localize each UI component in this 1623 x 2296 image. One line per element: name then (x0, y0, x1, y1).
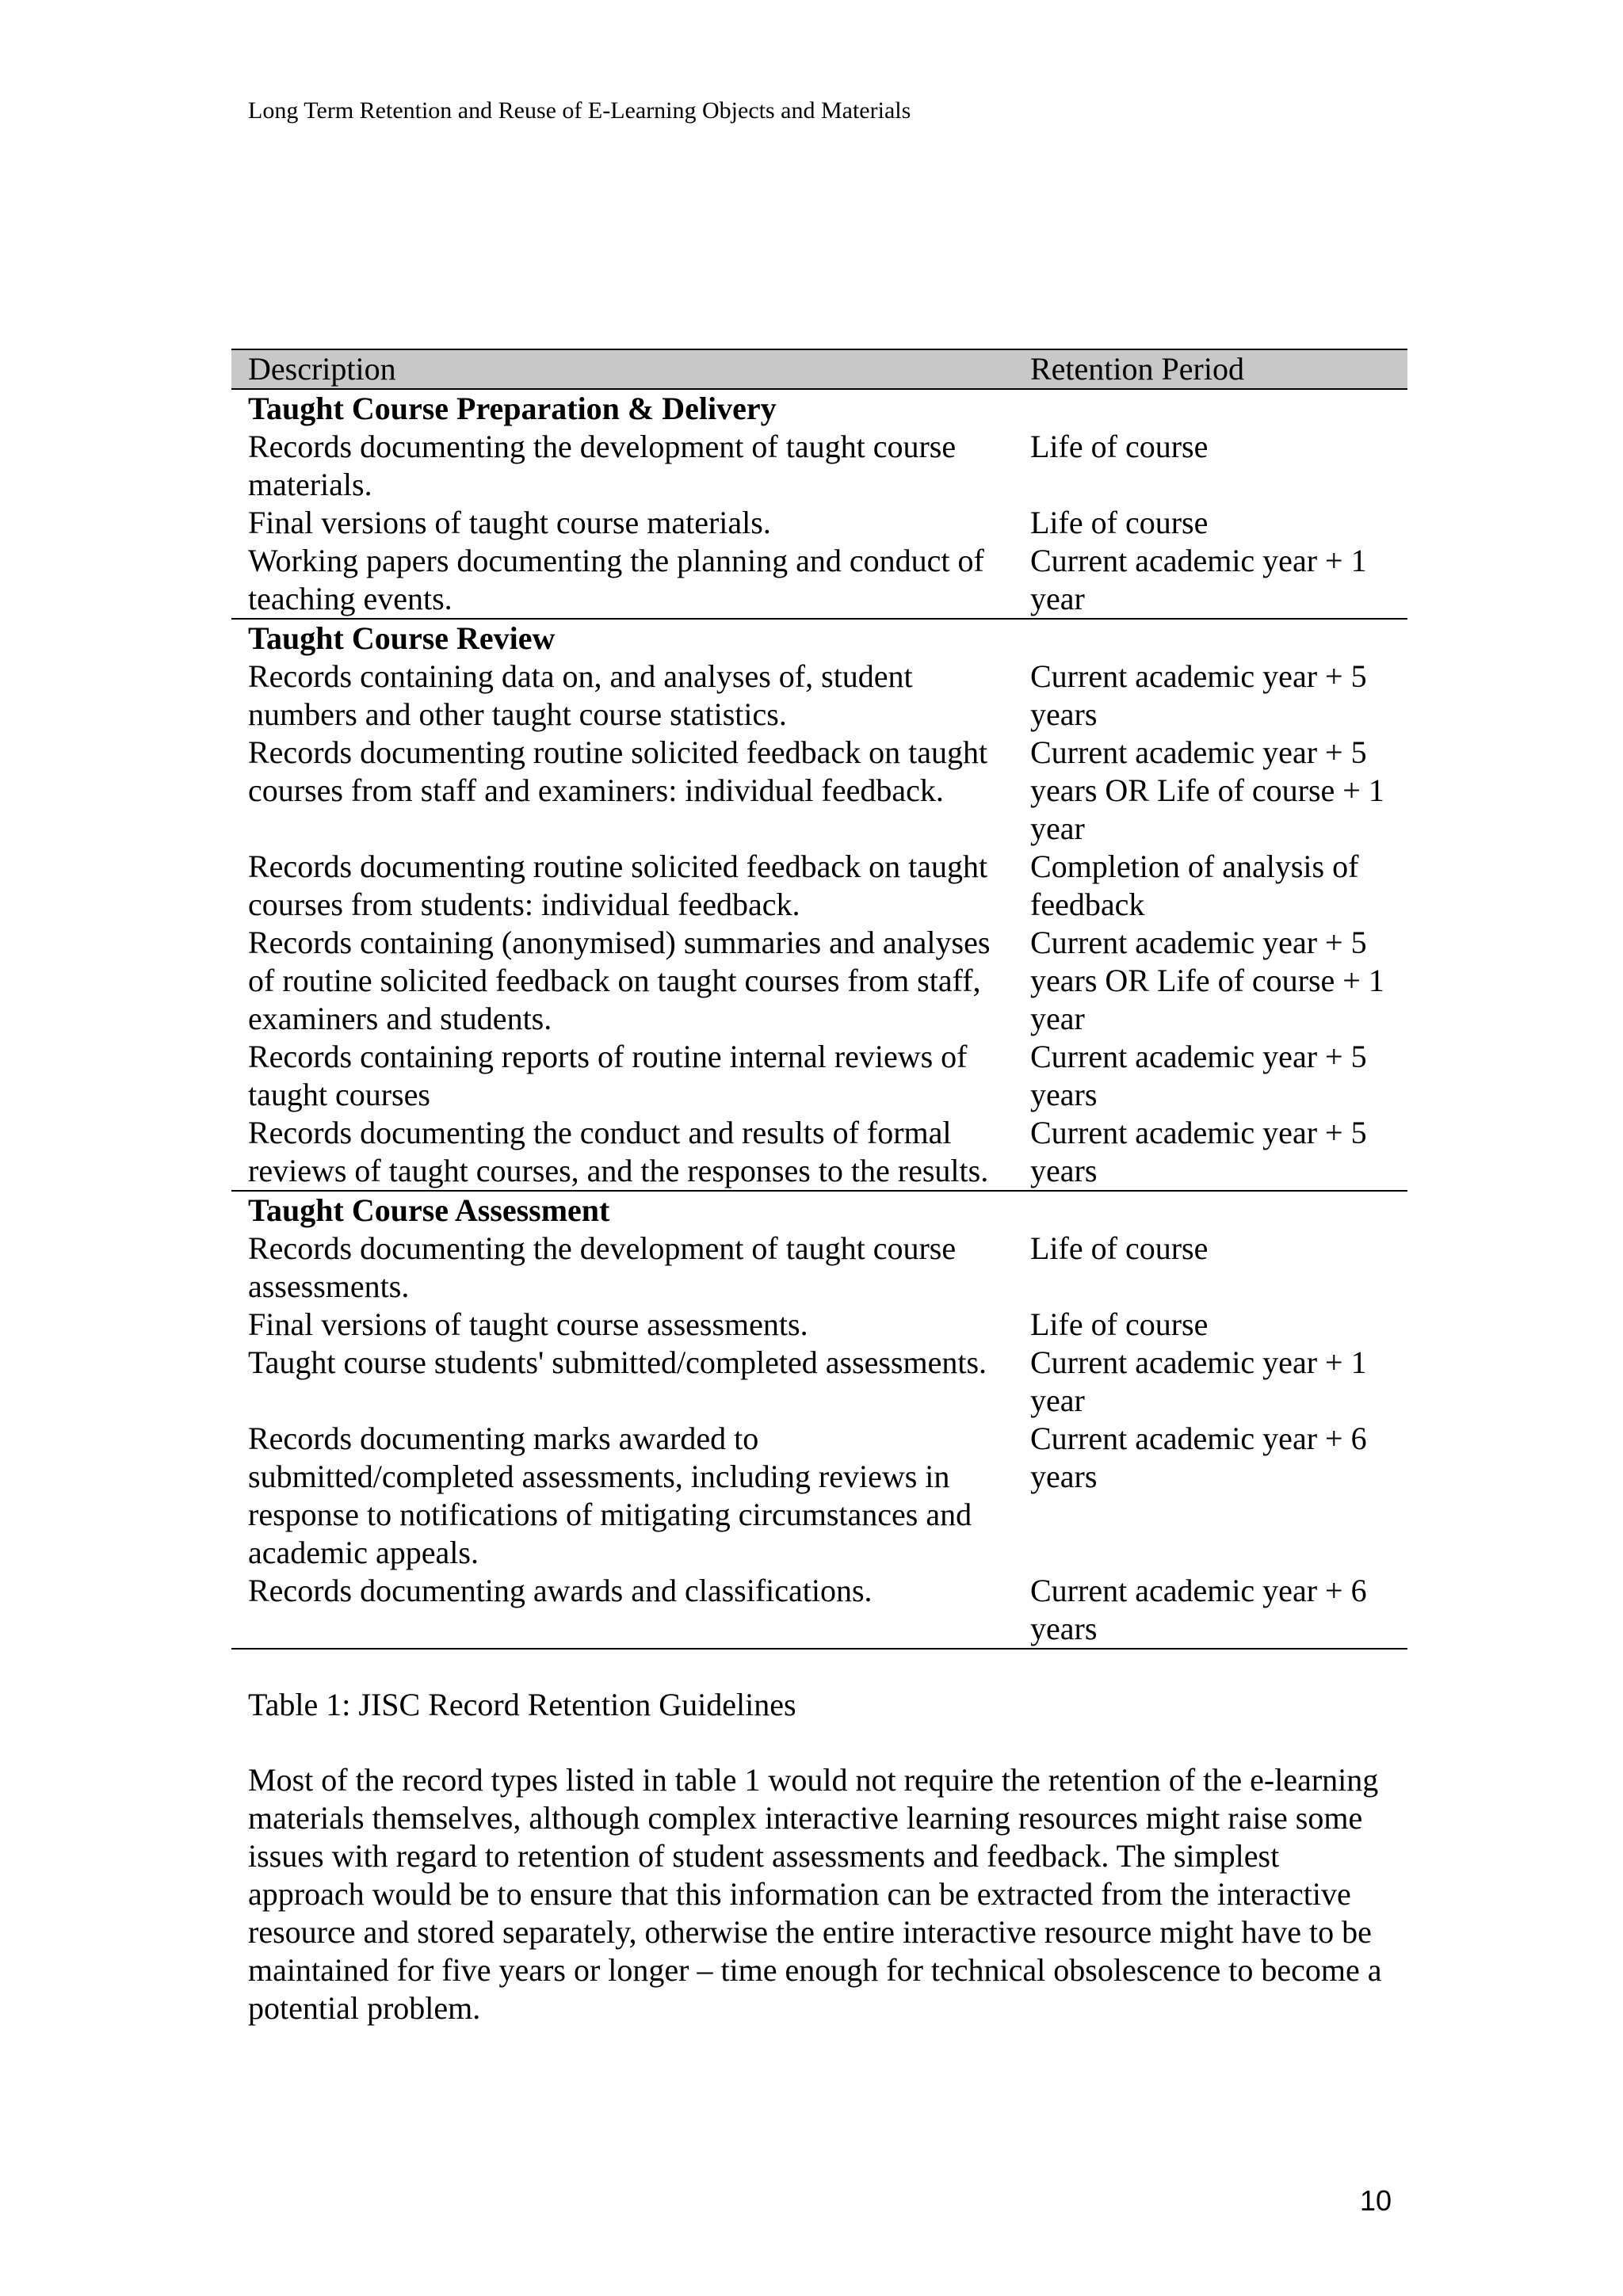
row-retention: Life of course (1030, 1306, 1209, 1342)
column-header-retention-period: Retention Period (1014, 349, 1407, 389)
section-title: Taught Course Assessment (248, 1192, 610, 1228)
row-retention: Current academic year + 5 years OR Life of course + 1 year (1030, 925, 1384, 1036)
row-description: Taught course students' submitted/completed assessments. (248, 1344, 987, 1380)
section-title-row (231, 619, 1407, 658)
row-retention: Current academic year + 6 years (1030, 1421, 1367, 1494)
row-retention: Current academic year + 5 years (1030, 658, 1367, 732)
row-retention: Life of course (1030, 429, 1209, 464)
body-paragraph: Most of the record types listed in table 1 would not require the retention of the e-learning materials themselves, although complex interactive learning resources might raise some issues with regard to retention of student assessments and feedback. The simplest approach would be to ensure that this information can be extracted from the interactive resource and stored separately, otherwise the entire interactive resource might have to be maintained for five years or longer – time enough for technical obsolescence to become a potential problem. (248, 1762, 1382, 2026)
table-row (231, 1420, 1407, 1572)
row-description: Final versions of taught course assessments. (248, 1306, 808, 1342)
row-retention: Life of course (1030, 505, 1209, 540)
table-row (231, 1572, 1407, 1649)
table-row (231, 848, 1407, 924)
row-description: Final versions of taught course materials. (248, 505, 771, 540)
retention-table-container (231, 349, 1407, 1650)
table-row (231, 924, 1407, 1038)
row-description: Records documenting the development of taught course materials. (248, 429, 957, 502)
row-retention: Life of course (1030, 1230, 1209, 1266)
table-row (231, 504, 1407, 542)
table-row (231, 1230, 1407, 1306)
page-number: 10 (1360, 2184, 1392, 2217)
table-row (231, 1306, 1407, 1344)
row-description: Records documenting awards and classifications. (231, 1572, 1014, 1649)
table-row (231, 1038, 1407, 1114)
table-header-row (231, 349, 1407, 389)
row-description: Records documenting the conduct and results of formal reviews of taught courses, and the responses to the results. (231, 1114, 1014, 1191)
running-header: Long Term Retention and Reuse of E-Learning Objects and Materials (248, 97, 911, 124)
row-retention: Current academic year + 5 years OR Life of course + 1 year (1030, 734, 1384, 846)
row-retention: Completion of analysis of feedback (1030, 849, 1359, 922)
section-title: Taught Course Review (248, 620, 556, 656)
section-review (231, 619, 1407, 1191)
table-row (231, 428, 1407, 504)
table-row (231, 1114, 1407, 1191)
table-row (231, 542, 1407, 619)
section-preparation-delivery (231, 389, 1407, 619)
row-description: Working papers documenting the planning and conduct of teaching events. (231, 542, 1014, 619)
table-row (231, 734, 1407, 848)
retention-table (231, 349, 1407, 1650)
row-retention: Current academic year + 6 years (1014, 1572, 1407, 1649)
section-title-row (231, 389, 1407, 428)
row-description: Records containing reports of routine internal reviews of taught courses (248, 1039, 968, 1112)
row-retention: Current academic year + 5 years (1030, 1039, 1367, 1112)
row-retention: Current academic year + 1 year (1030, 1344, 1367, 1418)
row-description: Records documenting marks awarded to submitted/completed assessments, including reviews in response to notifications of mitigating circumstances and academic appeals. (248, 1421, 972, 1570)
table-caption: Table 1: JISC Record Retention Guidelines (248, 1687, 796, 1722)
row-retention: Current academic year + 1 year (1014, 542, 1407, 619)
section-title-row (231, 1191, 1407, 1230)
row-description: Records documenting the development of taught course assessments. (248, 1230, 957, 1304)
row-description: Records containing data on, and analyses of, student numbers and other taught course statistics. (248, 658, 913, 732)
table-row (231, 658, 1407, 734)
row-description: Records containing (anonymised) summaries and analyses of routine solicited feedback on taught courses from staff, examiners and students. (248, 925, 991, 1036)
table-row (231, 1344, 1407, 1420)
row-description: Records documenting routine solicited feedback on taught courses from students: individual feedback. (248, 849, 988, 922)
section-assessment (231, 1191, 1407, 1649)
section-title: Taught Course Preparation & Delivery (248, 391, 777, 426)
column-header-description: Description (231, 349, 1014, 389)
row-description: Records documenting routine solicited feedback on taught courses from staff and examiners: individual feedback. (248, 734, 988, 808)
row-retention: Current academic year + 5 years (1014, 1114, 1407, 1191)
